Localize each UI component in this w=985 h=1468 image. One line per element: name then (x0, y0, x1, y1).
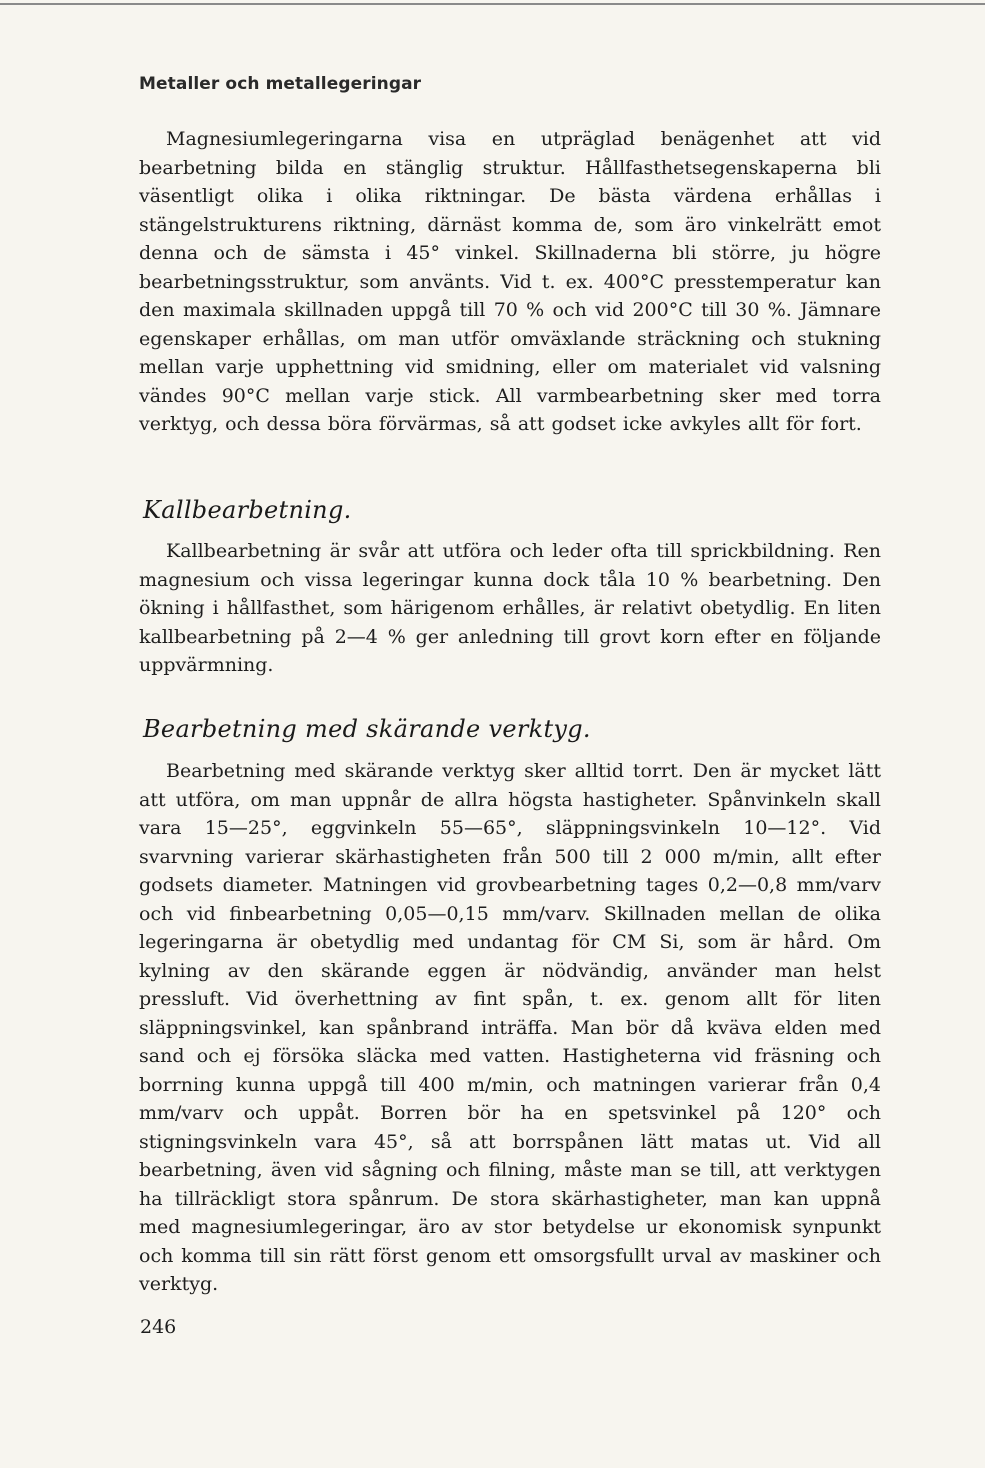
section-heading-skarande-verktyg: Bearbetning med skärande verktyg. (143, 715, 591, 743)
skarande-verktyg-paragraph-text: Bearbetning med skärande verktyg sker alltid torrt. Den är mycket lätt att utföra, om man uppnår de allra högsta hastigheter. Spånvinkeln skall vara 15—25°, eggvinkeln 55—65°, släppningsvinkeln 10—12°. Vid svarvning varierar skärhastigheten från 500 till 2 000 m/min, allt efter godsets diameter. Matningen vid grovbearbetning tages 0,2—0,8 mm/varv och vid finbearbetning 0,05—0,15 mm/varv. Skillnaden mellan de olika legeringarna är obetydlig med undantag för CM Si, som är hård. Om kylning av den skärande eggen är nödvändig, använder man helst pressluft. Vid överhettning av fint spån, t. ex. genom allt för liten släppningsvinkel, kan spånbrand inträffa. Man bör då kväva elden med sand och ej försöka släcka med vatten. Hastigheterna vid fräsning och borrning kunna uppgå till 400 m/min, och matningen varierar från 0,4 mm/varv och uppåt. Borren bör ha en spetsvinkel på 120° och stigningsvinkeln vara 45°, så att borrspånen lätt matas ut. Vid all bearbetning, även vid sågning och filning, måste man se till, att verktygen ha tillräckligt stora spånrum. De stora skärhastigheter, man kan uppnå med magnesiumlegeringar, äro av stor betydelse ur ekonomisk synpunkt och komma till sin rätt först genom ett omsorgsfullt urval av maskiner och verktyg. (139, 760, 881, 1295)
kallbearbetning-paragraph-text: Kallbearbetning är svår att utföra och leder ofta till sprickbildning. Ren magnesium och vissa legeringar kunna dock tåla 10 % bearbetning. Den ökning i hållfasthet, som härigenom erhålles, är relativt obetydlig. En liten kallbearbetning på 2—4 % ger anledning till grovt korn efter en följande uppvärmning. (139, 540, 881, 676)
intro-paragraph (139, 125, 881, 439)
running-header: Metaller och metallegeringar (139, 74, 422, 94)
intro-paragraph-text: Magnesiumlegeringarna visa en utpräglad benägenhet att vid bearbetning bilda en stänglig struktur. Hållfasthetsegenskaperna bli väsentligt olika i olika riktningar. De bästa värdena erhållas i stängelstrukturens riktning, därnäst komma de, som äro vinkelrätt emot denna och de sämsta i 45° vinkel. Skillnaderna bli större, ju högre bearbetningsstruktur, som använts. Vid t. ex. 400°C presstemperatur kan den maximala skillnaden uppgå till 70 % och vid 200°C till 30 %. Jämnare egenskaper erhållas, om man utför omväxlande sträckning och stukning mellan varje upphettning vid smidning, eller om materialet vid valsning vändes 90°C mellan varje stick. All varmbearbetning sker med torra verktyg, och dessa böra förvärmas, så att godset icke avkyles allt för fort. (139, 128, 881, 435)
kallbearbetning-paragraph (139, 537, 881, 680)
page-number: 246 (140, 1316, 177, 1338)
top-border-rule (0, 3, 985, 5)
skarande-verktyg-paragraph (139, 757, 881, 1299)
section-heading-kallbearbetning: Kallbearbetning. (143, 496, 352, 524)
